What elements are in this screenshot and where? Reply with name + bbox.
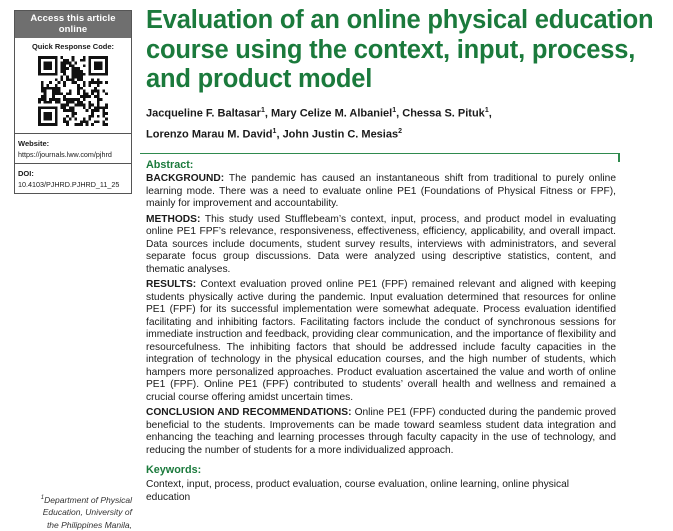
qr-code-label: Quick Response Code: <box>31 42 115 51</box>
author-separator: , <box>488 107 492 120</box>
abstract-methods <box>146 214 616 277</box>
keywords-text: Context, input, process, product evaluation, course evaluation, online learning, online physical education <box>146 479 570 503</box>
author-list <box>146 102 646 143</box>
doi-label: DOI: <box>18 169 34 178</box>
abstract-conclusion <box>146 407 616 457</box>
abstract-box <box>140 153 620 504</box>
author-separator: , <box>276 128 283 141</box>
author-name: Jacqueline F. Baltasar <box>146 107 261 120</box>
affiliation-line: Education, University of <box>42 507 132 518</box>
section-label: METHODS: <box>146 213 201 225</box>
author-affiliation-marker: 1 <box>392 107 397 114</box>
qr-code-icon[interactable] <box>38 56 108 126</box>
author-name: John Justin C. Mesias <box>282 128 399 141</box>
author-separator: , <box>396 107 403 120</box>
author-affiliation-marker: 1 <box>260 107 265 114</box>
section-label: RESULTS: <box>146 279 197 290</box>
section-text: This study used Stufflebeam’s context, input, process, and product model in evaluating online PE1 FPF’s relevance, responsiveness, effectiveness, efficiency, applicability, and overall impact. Data sources include documents, student survey results, interviews with administrators, and several separate focus group discussions. Data were analyzed using descriptive statistics, content, and thematic analyses. <box>146 213 616 275</box>
article-title: Evaluation of an online physical education course using the context, input, process, and product model <box>146 6 654 93</box>
access-title: Access this article online <box>15 11 131 38</box>
abstract-heading: Abstract: <box>146 159 194 171</box>
author-affiliation-marker: 1 <box>272 127 277 135</box>
affiliation-line: the Philippines Manila, <box>46 519 132 530</box>
article-access-sidebar <box>14 10 132 194</box>
keywords-heading: Keywords: <box>146 464 202 476</box>
website-link[interactable]: https://journals.lww.com/pjhrd <box>18 150 112 159</box>
abstract-background <box>146 173 616 211</box>
affiliation-text: Department of Physical <box>44 494 132 505</box>
section-label: BACKGROUND: <box>146 173 225 184</box>
affiliation-footnote <box>14 492 132 531</box>
qr-code-container <box>15 53 131 134</box>
section-text: Context evaluation proved online PE1 (FPF) remained relevant and aligned with keeping students physically active during the pandemic. Input evaluation determined that resources for online PE1 (FPF) for its successful implementation were somewhat adequate. Process evaluation identified facilitating and inhibiting factors. Facilitating factors include the conduct of synchronous sessions for immediate instruction and feedback, providing clear communication, and the importance of flexibility and resourcefulness. The inhibiting factors that should be addressed include faculty capacities in the integration of technology in the physical education courses, and the high number of students, which hampers more personalized approaches. Product evaluation ascertained the value and worth of online PE1 (FPF). Online PE1 (FPF) contributed to students’ overall health and wellness and remained a crucial course offering amidst uncertain times. <box>146 279 616 403</box>
section-label: CONCLUSION AND RECOMMENDATIONS: <box>146 407 352 418</box>
author-name: Chessa S. Pituk <box>402 107 485 120</box>
section-text: Online PE1 (FPF) conducted during the pandemic proved beneficial to the students. Improvements can be made toward seamless student data integration and enhancing the teaching and learning processes through faculty capacity in the use of technology, and reducing the number of students for a more individualized approach. <box>146 407 616 456</box>
doi-link[interactable]: 10.4103/PJHRD.PJHRD_11_25 <box>18 180 120 189</box>
section-text: The pandemic has caused an instantaneous shift from traditional to purely online learning mode. There was a need to evaluate online PE1 (Foundations of Physical Fitness or FPF), mainly for improvement and accountability. <box>146 173 616 209</box>
author-name: Lorenzo Marau M. David <box>146 128 273 141</box>
website-block <box>15 134 131 164</box>
abstract-corner-rule <box>618 153 620 162</box>
author-separator: , <box>264 107 271 120</box>
access-box <box>14 10 132 194</box>
affiliation-line <box>14 492 132 506</box>
affiliation-marker: 1 <box>40 495 45 501</box>
author-affiliation-marker: 1 <box>484 107 489 114</box>
website-label: Website: <box>18 139 50 148</box>
author-affiliation-marker: 2 <box>398 127 402 135</box>
abstract-results <box>146 279 616 404</box>
abstract-body <box>140 154 616 504</box>
doi-block <box>15 164 131 193</box>
author-name: Mary Celize M. Albaniel <box>270 107 393 120</box>
